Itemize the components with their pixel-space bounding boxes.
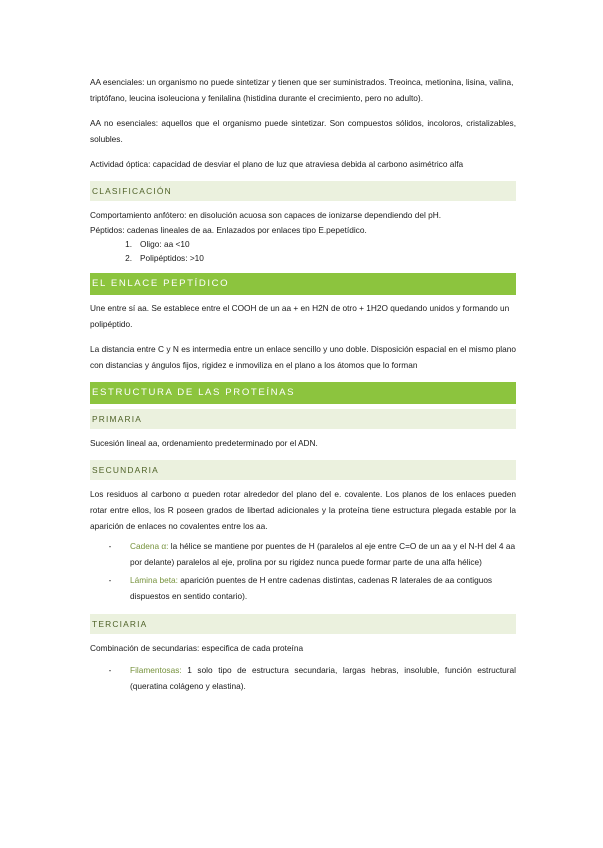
secundaria-list	[90, 538, 516, 604]
heading-enlace-peptidico: EL ENLACE PEPTÍDICO	[90, 273, 516, 295]
heading-terciaria: TERCIARIA	[90, 614, 516, 634]
heading-estructura-proteinas: ESTRUCTURA DE LAS PROTEÍNAS	[90, 382, 516, 404]
heading-secundaria: SECUNDARIA	[90, 460, 516, 480]
list-item: - Filamentosas: 1 solo tipo de estructura secundaria, largas hebras, insoluble, función estructural (queratina colágeno y elastina).	[108, 665, 516, 691]
paragraph-actividad-optica: Actividad óptica: capacidad de desviar el plano de luz que atraviesa debida al carbono asimétrico alfa	[90, 159, 464, 169]
term-filamentosas: Filamentosas:	[130, 665, 182, 675]
paragraph-secundaria: Los residuos al carbono α pueden rotar alrededor del plano del e. covalente. Los planos de los enlaces pueden rotar entre ellos, los R poseen grados de libertad adicionales y la proteína tiene estructura plegada estable por la aparición de enlaces no covalentes entre los aa.	[90, 489, 516, 531]
paragraph-enlace-1: Une entre sí aa. Se establece entre el COOH de un aa + en H2N de otro + 1H2O quedando unidos y formando un polipéptido.	[90, 303, 510, 329]
terciaria-list	[90, 662, 516, 694]
list-number: 1.	[125, 239, 132, 249]
term-lamina-beta: Lámina beta:	[130, 575, 178, 585]
paragraph-enlace-2: La distancia entre C y N es intermedia entre un enlace sencillo y uno doble. Disposición espacial en el mismo plano con distancias y ángulos fijos, rigidez e inmoviliza en el plano a los átomos que lo forman	[90, 344, 516, 370]
heading-primaria: PRIMARIA	[90, 409, 516, 429]
list-item	[90, 251, 516, 265]
list-item: - Lámina beta: aparición puentes de H entre cadenas distintas, cadenas R laterales de aa contiguos dispuestos en sentido contario).	[108, 575, 493, 601]
document-body	[90, 74, 516, 704]
paragraph-peptidos: Péptidos: cadenas lineales de aa. Enlazados por enlaces tipo E.pepetídico.	[90, 225, 367, 235]
list-number: 2.	[125, 253, 132, 263]
list-text: 1 solo tipo de estructura secundaria, largas hebras, insoluble, función estructural (queratina colágeno y elastina).	[130, 665, 516, 691]
list-text: Oligo: aa <10	[140, 239, 190, 249]
list-item	[90, 237, 516, 251]
paragraph-terciaria: Combinación de secundarias: especifica de cada proteína	[90, 643, 304, 653]
heading-clasificacion: CLASIFICACIÓN	[90, 181, 516, 201]
paragraph-aa-no-esenciales: AA no esenciales: aquellos que el organismo puede sintetizar. Son compuestos sólidos, incoloros, cristalizables, solubles.	[90, 118, 516, 144]
paragraph-primaria: Sucesión lineal aa, ordenamiento predeterminado por el ADN.	[90, 438, 318, 448]
paragraph-aa-esenciales: AA esenciales: un organismo no puede sintetizar y tienen que ser suministrados. Treoinca, metionina, lisina, valina, triptófano, leucina isoleuciona y fenilalina (histidina durante el crecimiento, pero no adulto).	[90, 77, 514, 103]
list-text: la hélice se mantiene por puentes de H (paralelos al eje entre C=O de un aa y el N-H del 4 aa por delante) paralelos al eje, prolina por su rigidez nunca puede formar parte de una alfa hélice)	[130, 541, 516, 567]
list-text: Polipéptidos: >10	[140, 253, 204, 263]
list-text: aparición puentes de H entre cadenas distintas, cadenas R laterales de aa contiguos dispuestos en sentido contario).	[130, 575, 493, 601]
term-cadena-alfa: Cadena α:	[130, 541, 169, 551]
list-item: - Cadena α: la hélice se mantiene por puentes de H (paralelos al eje entre C=O de un aa y el N-H del 4 aa por delante) paralelos al eje, prolina por su rigidez nunca puede formar parte de una alfa hélice)	[108, 541, 516, 567]
peptide-list	[90, 237, 516, 265]
paragraph-anfotero: Comportamiento anfótero: en disolución acuosa son capaces de ionizarse dependiendo del pH.	[90, 210, 442, 220]
